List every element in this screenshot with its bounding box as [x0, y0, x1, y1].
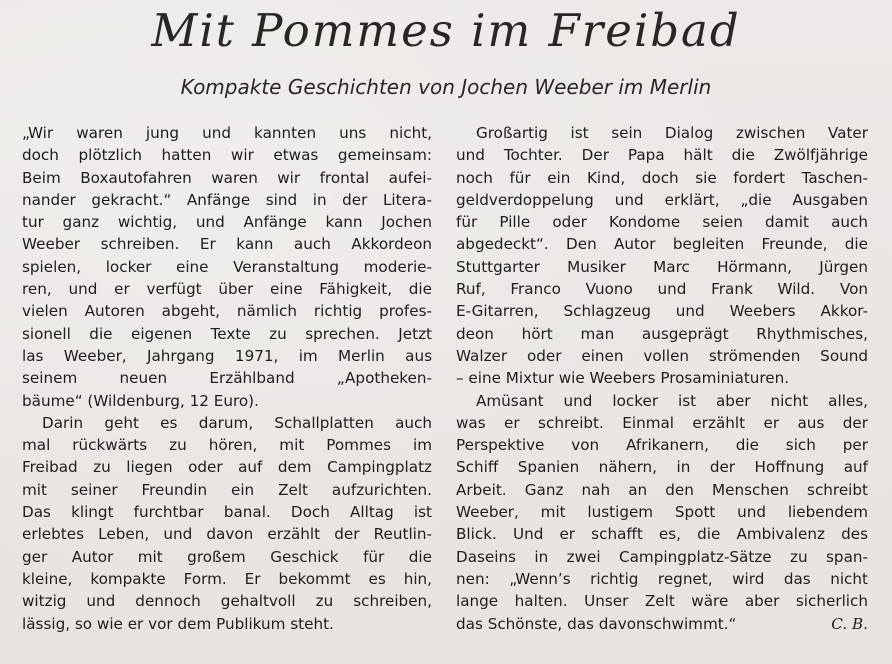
text-line: ger Autor mit großem Geschick für die [22, 547, 432, 566]
text-line: noch für ein Kind, doch sie fordert Taschen- [456, 168, 868, 187]
text-line: lässig, so wie er vor dem Publikum steht. [22, 614, 334, 633]
text-line: Walzer oder einen vollen strömenden Sound [456, 346, 868, 365]
text-line: Ruf, Franco Vuono und Frank Wild. Von [456, 280, 868, 299]
text-line: erlebtes Leben, und davon erzählt der Reutlin- [22, 525, 432, 544]
text-line: E-Gitarren, Schlagzeug und Weebers Akkor- [456, 302, 868, 321]
text-line: bäume“ (Wildenburg, 12 Euro). [22, 391, 259, 410]
headline: Mit Pommes im Freibad [151, 4, 741, 57]
text-line: Freibad zu liegen oder auf dem Campingplatz [22, 458, 432, 477]
text-line: lange halten. Unser Zelt wäre aber sicherlich [456, 592, 868, 611]
author-initials: C. B. [831, 614, 868, 633]
subheadline: Kompakte Geschichten von Jochen Weeber im Merlin [180, 75, 712, 99]
text-line: doch plötzlich hatten wir etwas gemeinsam: [22, 146, 432, 165]
text-line: nander gekracht.“ Anfänge sind in der Litera- [22, 190, 432, 209]
right-column [456, 122, 868, 635]
text-line: seinem neuen Erzählband „Apotheken- [22, 369, 432, 388]
text-line: Weeber schreiben. Er kann auch Akkordeon [22, 235, 432, 254]
text-line: Amüsant und locker ist aber nicht alles, [476, 391, 868, 410]
text-line: – eine Mixtur wie Weebers Prosaminiaturen. [456, 369, 790, 388]
text-line: Arbeit. Ganz nah an den Menschen schreibt [456, 480, 868, 499]
text-line: Stuttgarter Musiker Marc Hörmann, Jürgen [456, 257, 868, 276]
text-line: Perspektive von Afrikanern, die sich per [456, 436, 868, 455]
text-line: abgedeckt“. Den Autor begleiten Freunde, die [456, 235, 868, 254]
text-line: Das klingt furchtbar banal. Doch Alltag ist [22, 503, 432, 522]
text-line: geldverdoppelung und erklärt, „die Ausgaben [456, 190, 868, 209]
text-line: mit seiner Freundin ein Zelt aufzurichten. [22, 480, 432, 499]
text-line: kleine, kompakte Form. Er bekommt es hin, [22, 569, 432, 588]
text-line: mal rückwärts zu hören, mit Pommes im [22, 436, 432, 455]
text-line: was er schreibt. Einmal erzählt er aus der [456, 413, 868, 432]
text-line: sionell die eigenen Texte zu sprechen. Jetzt [22, 324, 432, 343]
text-line: nen: „Wenn’s richtig regnet, wird das nicht [456, 569, 868, 588]
text-line: ren, und er verfügt über eine Fähigkeit, die [22, 280, 432, 299]
left-column [22, 122, 432, 635]
text-line: Blick. Und er schafft es, die Ambivalenz des [456, 525, 868, 544]
text-line: tur ganz wichtig, und Anfänge kann Jochen [22, 213, 432, 232]
text-line: „Wir waren jung und kannten uns nicht, [22, 124, 432, 142]
text-line: witzig und dennoch gehaltvoll zu schreiben, [22, 592, 432, 611]
text-line: Weeber, mit lustigem Spott und liebendem [456, 503, 868, 522]
final-line: das Schönste, das davonschwimmt.“ [456, 614, 737, 633]
text-line: und Tochter. Der Papa hält die Zwölfjährige [456, 146, 868, 165]
text-line: Beim Boxautofahren waren wir frontal aufei- [22, 168, 432, 187]
text-line: Großartig ist sein Dialog zwischen Vater [476, 124, 868, 142]
text-line: Darin geht es darum, Schallplatten auch [42, 413, 432, 432]
text-line: las Weeber, Jahrgang 1971, im Merlin aus [22, 346, 432, 365]
closing-line [456, 613, 868, 635]
text-line: Daseins in zwei Campingplatz-Sätze zu span- [456, 547, 868, 566]
text-line: Schiff Spanien nähern, in der Hoffnung auf [456, 458, 868, 477]
text-line: vielen Autoren abgeht, nämlich richtig profes- [22, 302, 432, 321]
text-line: deon hört man ausgeprägt Rhythmisches, [456, 324, 868, 343]
text-line: für Pille oder Kondome seien damit auch [456, 213, 868, 232]
text-line: spielen, locker eine Veranstaltung moderie- [22, 257, 432, 276]
